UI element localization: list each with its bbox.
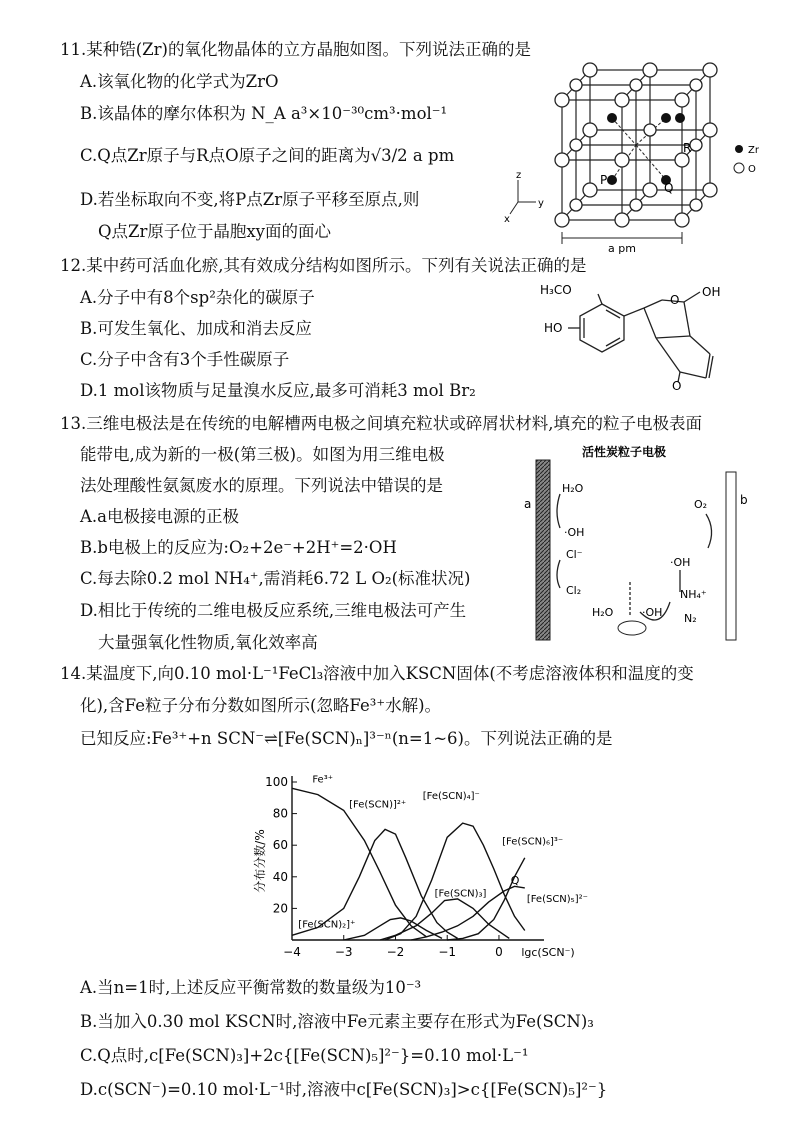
x-tick-label: −4 [283,945,301,959]
x-tick-label: 0 [495,945,503,959]
cl2: Cl₂ [566,584,582,597]
q11-option-a: A.该氧化物的化学式为ZrO [80,72,279,91]
n2: N₂ [684,612,697,625]
label-b: b [740,493,748,507]
x-tick-label: −1 [438,945,457,959]
label-q: Q [664,181,674,195]
oh-bottom: ·OH [642,606,663,619]
nh4: NH₄⁺ [680,588,707,601]
crystal-cell-figure [500,62,770,257]
q11-option-c: C.Q点Zr原子与R点O原子之间的距离为√3/2 a pm [80,146,455,165]
y-tick-label: 40 [272,869,288,884]
axis-y: y [538,198,544,209]
x-axis-label: lgc(SCN⁻) [521,946,575,959]
legend-o: O [748,164,756,175]
q13-option-d-line2: 大量强氧化性物质,氧化效率高 [98,633,318,652]
electrode-figure [520,442,765,642]
q11-option-d-line1: D.若坐标取向不变,将P点Zr原子平移至原点,则 [80,190,420,209]
oh-label: OH [702,285,721,299]
q11-option-d-line2: Q点Zr原子位于晶胞xy面的面心 [98,222,332,241]
electrode-a [536,460,550,640]
dimension-label: a pm [608,242,636,255]
series-label: [Fe(SCN)]²⁺ [349,799,407,811]
electrode-b [726,472,736,640]
q14-option-b: B.当加入0.30 mol KSCN时,溶液中Fe元素主要存在形式为Fe(SCN)₃ [80,1012,594,1031]
q13-stem-line1: 13.三维电极法是在传统的电解槽两电极之间填充粒状或碎屑状材料,填充的粒子电极表面 [60,414,702,433]
legend-zr: Zr [748,145,759,156]
x-tick-label: −2 [386,945,405,959]
axis-x: x [504,214,510,225]
h2o-top: H₂O [562,482,584,495]
series-label: [Fe(SCN)₆]³⁻ [502,836,564,848]
h2o-bottom: H₂O [592,606,614,619]
bridge-o-label: O [670,293,680,307]
y-tick-label: 20 [272,901,288,916]
series-label: [Fe(SCN)₅]²⁻ [526,893,588,905]
q14-option-a: A.当n=1时,上述反应平衡常数的数量级为10⁻³ [80,978,422,997]
label-a: a [524,497,532,511]
q13-option-c: C.每去除0.2 mol NH₄⁺,需消耗6.72 L O₂(标准状况) [80,569,471,588]
distribution-chart [250,768,600,968]
q14-stem-line2: 化),含Fe粒子分布分数如图所示(忽略Fe³⁺水解)。 [80,696,442,715]
q13-option-d-line1: D.相比于传统的二维电极反应系统,三维电极法可产生 [80,601,467,620]
q13-option-b: B.b电极上的反应为:O₂+2e⁻+2H⁺=2·OH [80,538,397,557]
series-label: [Fe(SCN)₃] [434,888,487,900]
electrode-title: 活性炭粒子电极 [582,445,667,459]
y-tick-label: 80 [272,806,288,821]
q12-option-b: B.可发生氧化、加成和消去反应 [80,319,312,338]
q14-stem-line1: 14.某温度下,向0.10 mol·L⁻¹FeCl₃溶液中加入KSCN固体(不考虑溶液体积和温度的变 [60,664,694,683]
series-label: [Fe(SCN)₄]⁻ [422,791,480,803]
y-tick-label: 100 [265,775,288,789]
q13-stem-line3: 法处理酸性氨氮废水的原理。下列说法中错误的是 [80,476,443,495]
series-label: [Fe(SCN)₂]⁺ [298,919,356,931]
label-p: P [600,173,608,187]
series-line [292,788,427,937]
oh-right: ·OH [670,556,691,569]
x-tick-label: −3 [334,945,353,959]
y-tick-label: 60 [272,838,288,853]
q14-option-d: D.c(SCN⁻)=0.10 mol·L⁻¹时,溶液中c[Fe(SCN)₃]>c{[Fe(SCN)₅]²⁻} [80,1080,608,1099]
q13-stem-line2: 能带电,成为新的一极(第三极)。如图为用三维电极 [80,445,445,464]
axis-z: z [516,170,522,181]
q12-stem: 12.某中药可活血化瘀,其有效成分结构如图所示。下列有关说法正确的是 [60,256,587,275]
q14-stem-line3: 已知反应:Fe³⁺+n SCN⁻⇌[Fe(SCN)ₙ]³⁻ⁿ(n=1~6)。下列说法正确的是 [80,729,613,748]
y-axis-label: 分布分数/% [253,829,267,893]
h3co-label: H₃CO [540,283,572,297]
label-r: R [683,141,692,155]
q11-option-b: B.该晶体的摩尔体积为 N_A a³×10⁻³⁰cm³·mol⁻¹ [80,104,448,123]
point-q-label: Q [510,873,520,887]
cl-minus: Cl⁻ [566,548,583,561]
q11-stem: 11.某种锆(Zr)的氧化物晶体的立方晶胞如图。下列说法正确的是 [60,40,531,59]
ho-label: HO [544,321,563,335]
q12-option-a: A.分子中有8个sp²杂化的碳原子 [80,288,315,307]
molecule-structure-figure [540,282,760,392]
q12-option-c: C.分子中含有3个手性碳原子 [80,350,290,369]
oh-left: ·OH [564,526,585,539]
series-label: Fe³⁺ [312,774,334,786]
ketone-o-label: O [672,379,682,392]
q12-option-d: D.1 mol该物质与足量溴水反应,最多可消耗3 mol Br₂ [80,381,476,400]
q13-option-a: A.a电极接电源的正极 [80,507,239,526]
q14-option-c: C.Q点时,c[Fe(SCN)₃]+2c{[Fe(SCN)₅]²⁻}=0.10 mol·L⁻¹ [80,1046,529,1065]
o2: O₂ [694,498,708,511]
